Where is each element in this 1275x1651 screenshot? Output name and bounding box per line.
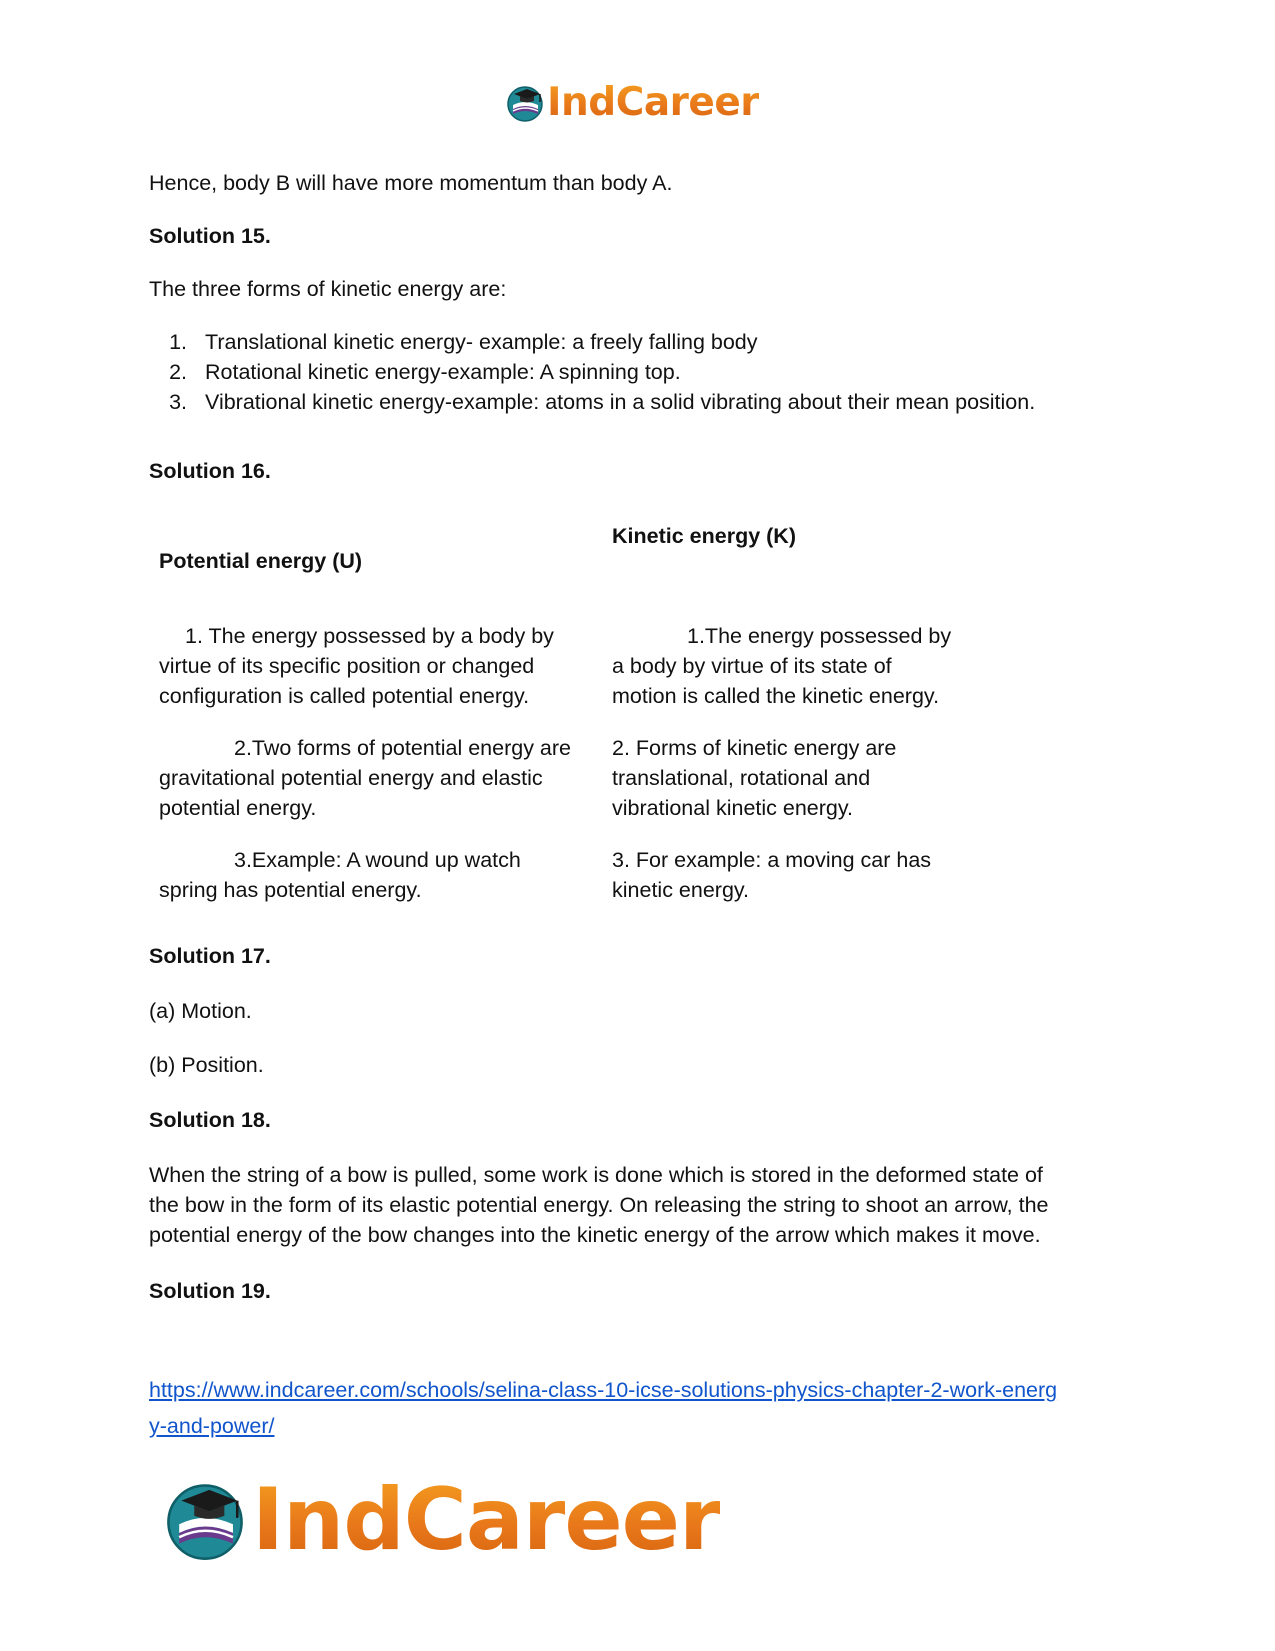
table-cell-right-2: 2. Forms of kinetic energy are translational, rotational and vibrational kinetic energy. — [612, 736, 897, 820]
solution-19-heading: Solution 19. — [149, 1279, 271, 1303]
footer-logo — [162, 1470, 720, 1570]
kinetic-energy-forms-list — [149, 327, 1035, 417]
list-item: 2. Rotational kinetic energy-example: A spinning top. — [169, 360, 681, 384]
graduation-cap-book-globe-icon — [162, 1477, 248, 1563]
table-cell-left-1: 1. The energy possessed by a body by virtue of its specific position or changed configuration is called potential energy. — [159, 624, 554, 708]
graduation-cap-book-globe-icon — [505, 83, 545, 123]
table-cell-right-3: 3. For example: a moving car has kinetic energy. — [612, 848, 932, 902]
table-cell-left-3: 3.Example: A wound up watch spring has potential energy. — [159, 848, 521, 902]
source-link-line-1[interactable]: https://www.indcareer.com/schools/selina-class-10-icse-solutions-physics-chapter-2-work-energ — [149, 1378, 1058, 1402]
logo-text: IndCareer — [547, 80, 759, 125]
list-item: 1. Translational kinetic energy- example: a freely falling body — [169, 330, 758, 354]
logo-text: IndCareer — [252, 1470, 721, 1570]
potential-energy-header: Potential energy (U) — [159, 549, 363, 573]
table-cell-left-2: 2.Two forms of potential energy are gravitational potential energy and elastic potential energy. — [159, 736, 572, 820]
list-item: 3. Vibrational kinetic energy-example: atoms in a solid vibrating about their mean position. — [169, 390, 1036, 414]
solution-15-heading: Solution 15. — [149, 224, 271, 248]
source-link[interactable] — [149, 1372, 1057, 1444]
solution-17-answer-a: (a) Motion. — [149, 999, 252, 1023]
source-link-line-2[interactable]: y-and-power/ — [149, 1414, 275, 1438]
solution-17-heading: Solution 17. — [149, 944, 271, 968]
solution-15-intro: The three forms of kinetic energy are: — [149, 277, 507, 301]
kinetic-energy-header: Kinetic energy (K) — [612, 524, 796, 548]
header-logo — [505, 80, 759, 126]
table-cell-right-1: 1.The energy possessed by a body by virtue of its state of motion is called the kinetic energy. — [612, 624, 952, 708]
solution-16-heading: Solution 16. — [149, 459, 271, 483]
momentum-conclusion: Hence, body B will have more momentum than body A. — [149, 171, 673, 195]
solution-18-heading: Solution 18. — [149, 1108, 271, 1132]
solution-17-answer-b: (b) Position. — [149, 1053, 264, 1077]
solution-18-paragraph: When the string of a bow is pulled, some work is done which is stored in the deformed state of the bow in the form of its elastic potential energy. On releasing the string to shoot an arrow, the potential energy of the bow changes into the kinetic energy of the arrow which makes it move. — [149, 1163, 1049, 1247]
